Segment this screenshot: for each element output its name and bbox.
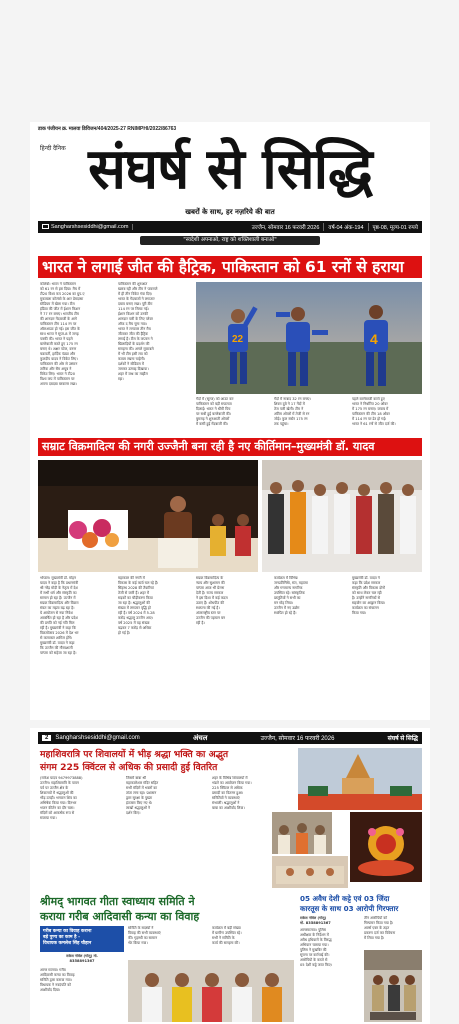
temple-photo [298, 748, 422, 810]
headline-gita-line-1: श्रीमद् भागवत गीता स्वाध्याय समिति ने [40, 895, 195, 908]
page-two [30, 728, 430, 1024]
cricket-col-3: गेंदों में (सूरज) को आउट कर पाकिस्तान को बड़ी सफलता दिलाई। भारत ने धीमी पिच पर सधी हुई बल्लेबाजी की। बुमराह ने शुरुआती ओवरों में कसी हुई गेंदबाजी की। [196, 397, 234, 426]
page2-email[interactable]: Sangharshsesiddhi@gmail.com [55, 735, 140, 741]
arrest-byline: राकेश नोवेल (गोलू) मो. 8358891367 [300, 916, 331, 925]
ujjain-col-1: भोपाल। मुख्यमंत्री डॉ. मोहन यादव ने कहा है कि प्रधानमंत्री श्री नरेंद्र मोदी के नेतृत्व में देश में सभी धर्म और संस्कृति का सम्मान हो रहा है। उज्जैन में सम्राट विक्रमादित्य और विक्रम संवत का महत्व बढ़ रहा है। ये आयोजन से नया निवेश आकर्षित हो रहा है और प्रदेश की प्रगति को नई गति मिल रही है। मुख्यमंत्री ने कहा कि विक्रमोत्सव 2026 में देश भर से कलाकार शामिल होंगे। मुख्यमंत्री डॉ. यादव ने कहा कि उज्जैन की गौरवशाली परंपरा को सहेजा जा रहा है। [40, 576, 79, 655]
place-date: उज्जैन, सोमवार 16 फरवरी 2026 [248, 223, 325, 231]
arrest-col-1: आगरमालवा। पुलिस अधीक्षक के निर्देशन में अवैध हथियारों के विरुद्ध अभियान चलाया गया। पुलिस ने मुखबिर की सूचना पर कार्रवाई की। आरोपियों के कब्जे से 05 देशी कट्टे जब्त किए। [300, 928, 332, 967]
devotees-photo-art [272, 856, 348, 888]
shivling-photo-art [350, 812, 422, 882]
headline-arrest[interactable] [300, 894, 424, 914]
headline-gita-line-2: कराया गरीब आदिवासी कन्या का विवाह [40, 910, 200, 923]
shivling-photo [350, 812, 422, 882]
headline-cricket[interactable]: भारत ने लगाई जीत की हैट्रिक, पाकिस्तान को 61 रनों से हराया [38, 256, 422, 278]
headline-shivratri-line-2: संगम 225 क्विंटल से अधिक की प्रसादी हुई वितरित [40, 762, 218, 773]
shivratri-col-3: शहर के विभिन्न शिवालयों में भंडारे का आयोजन किया गया। 225 क्विंटल से अधिक प्रसादी का वितरण हुआ। समितियों ने व्यवस्थाएं संभालीं। श्रद्धालुओं ने बाबा का आशीर्वाद लिया। [212, 776, 252, 810]
mail-icon [42, 224, 49, 229]
email-block[interactable] [38, 224, 133, 230]
registration-line: डाक पंजीयन क्र. मालवा डिविजन/404/2025-27 RNIMPHI/2022/86763 [38, 126, 177, 132]
headline-arrest-line-1: 05 अवैध देशी कट्टे एवं 03 जिंदा [300, 894, 390, 903]
gita-quote-line-2: बड़े पुण्य का काम है - [43, 935, 81, 940]
crowd-photo [272, 812, 332, 854]
cricket-col-5: पहले बल्लेबाजी करते हुए भारत ने निर्धारित 20 ओवर में 175 रन बनाए। जवाब में पाकिस्तान की टीम 18 ओवर में 114 रन पर ढेर हो गई। भारत ने 61 रनों से जीत दर्ज की। [352, 397, 396, 426]
info-bar [38, 221, 422, 233]
ujjain-col-4: कार्यक्रम में विभिन्न जनप्रतिनिधि, संत, महात्मा और गणमान्य नागरिक उपस्थित रहे। सांस्कृतिक प्रस्तुतियों ने सभी का मन मोह लिया। उज्जैन में नए उद्योग स्थापित हो रहे हैं। [274, 576, 308, 615]
devotees-photo [272, 856, 348, 888]
gita-quote-line-3: विधायक कमलेश सिंह चौहान [43, 941, 92, 946]
page-number: 2 [42, 735, 51, 741]
shivratri-col-1: (राकेश यादव 9479973888) उज्जैन। महाशिवरात्रि के पावन पर्व पर उज्जैन क्षेत्र के शिवालयों में श्रद्धालुओं की भीड़ उमड़ी। भगवान शिव का अभिषेक किया गया। दिनभर भजन कीर्तन का दौर चला। मंदिरों को आकर्षक रूप से सजाया गया। [40, 776, 83, 820]
arrest-col-2: तीन आरोपियों को गिरफ्तार किया गया है। आर्म्स एक्ट के तहत प्रकरण दर्ज कर विवेचना में लिया गया है। [364, 916, 396, 940]
masthead-tagline: खबरों के साथ, हर नज़रिये की बात [185, 208, 275, 216]
headline-ujjain[interactable]: सम्राट विक्रमादित्य की नगरी उज्जैनी बना रही है नए कीर्तिमान–मुख्यमंत्री डॉ. यादव [38, 438, 422, 456]
gita-col-3: कार्यक्रम में बड़ी संख्या में ग्रामीण उपस्थित रहे। सभी ने समिति के कार्य की सराहना की। [212, 926, 242, 945]
svg-text:4: 4 [370, 331, 378, 347]
arrest-photo [364, 950, 422, 1022]
temple-photo-art [298, 748, 422, 810]
gita-col-2: समिति के सदस्यों ने विवाह की सभी व्यवस्थाएं कीं। गृहस्थी का सामान भेंट किया गया। [128, 926, 161, 945]
headline-shivratri[interactable] [40, 748, 290, 774]
wedding-photo [128, 960, 294, 1022]
cm-event-art-1 [38, 460, 258, 572]
slogan-banner: "स्वदेशी अपनाओ, राष्ट्र को शक्तिशाली बनाओ" [140, 236, 320, 245]
gita-col-1: आगर मालवा। गरीब आदिवासी कन्या का विवाह समिति द्वारा कराया गया। विधायक ने नवदंपति को आशीर्वाद दिया। [40, 968, 75, 992]
headline-arrest-line-2: कारतूस के साथ 03 आरोपी गिरफ्तार [300, 904, 399, 913]
cricket-photo [196, 282, 422, 394]
cm-event-photo-2 [262, 460, 422, 572]
year-issue: वर्ष-04 अंक-194 [324, 223, 368, 231]
front-page [30, 122, 430, 720]
ujjain-col-3: सम्राट विक्रमादित्य के न्याय और सुशासन की परंपरा आज भी प्रेरणा देती है। राज्य सरकार ने इस दिशा में कई कदम उठाए हैं। शोधपीठ की स्थापना की गई है। अंतरराष्ट्रीय स्तर पर उज्जैन की पहचान बन रही है। [196, 576, 228, 625]
page2-paper-name: संघर्ष से सिद्धि [387, 736, 418, 742]
headline-gita-samiti[interactable] [40, 894, 295, 924]
pages-price: पृष्ठ-08, मूल्य-01 रुपये [372, 225, 418, 231]
gita-quote-box [40, 926, 124, 952]
section-name: अंचल [192, 734, 208, 742]
svg-text:22: 22 [232, 334, 244, 345]
arrest-photo-art [364, 950, 422, 1022]
wedding-photo-art [128, 960, 294, 1022]
gita-byline: राकेश नोवेल (गोलू) मो. 8358891367 [66, 954, 98, 963]
cm-event-art-2 [262, 460, 422, 572]
crowd-photo-art [272, 812, 332, 854]
page2-date: उज्जैन, सोमवार 16 फरवरी 2026 [260, 736, 335, 742]
page2-header-bar [38, 732, 422, 744]
ujjain-col-2: महाकाल की नगरी में विकास के कई कार्य चल रहे हैं। सिंहस्थ 2028 की तैयारियां तेजी से जारी हैं। शहर में सड़कों का चौड़ीकरण किया जा रहा है। श्रद्धालुओं की संख्या में लगातार वृद्धि हो रही है। वर्ष 2024 में 5.28 करोड़ श्रद्धालु उज्जैन आए। वर्ष 2025 में यह संख्या बढ़कर 7 करोड़ से अधिक हो गई है। [118, 576, 159, 635]
masthead-title: संघर्ष से सिद्धि [88, 137, 372, 202]
cricket-col-4: गेंदों में नाबाद 32 रन बनाए। शिवम दुबे ने 17 गेंदों में तेज पारी खेली। टीम ने अंतिम ओवरों में तेजी से रन जोड़े। कुल स्कोर 175 रन तक पहुंचा। [274, 397, 311, 426]
gita-quote-line-1: गरीब कन्या का विवाह कराना [43, 929, 92, 934]
cricket-photo-art [196, 282, 422, 394]
email-text: Sangharshsesiddhi@gmail.com [51, 224, 129, 230]
cricket-col-2: पाकिस्तान की शुरुआत खराब रही और टीम ने पावरप्ले में ही तीन विकेट गंवा दिए। भारत के गेंदबाजों ने लगातार दबाव बनाए रखा। पूरी टीम 114 रन पर सिमट गई। ईशान किशन को उनकी शानदार पारी के लिए प्लेयर ऑफ द मैच चुना गया। भारत ने लगातार तीन मैच जीतकर जीत की हैट्रिक लगाई है। टीम के कप्तान ने खिलाड़ियों के प्रदर्शन की सराहना की। अगले मुकाबले में भी टीम इसी लय को कायम रखना चाहेगी। दर्शकों ने स्टेडियम में जमकर उत्साह दिखाया। शहर में जश्न का माहौल रहा। [118, 282, 158, 381]
headline-shivratri-line-1: महाशिवरात्रि पर शिवालयों में भीड़ श्रद्धा भक्ति का अद्भुत [40, 749, 229, 760]
shivratri-col-2: जिसमें बाबा श्री महाकालेश्वर मंदिर सहित सभी मंदिरों में भक्तों का तांता लगा रहा। प्रशासन द्वारा सुरक्षा के पुख्ता इंतजाम किए गए थे। लाखों श्रद्धालुओं ने दर्शन किए। [126, 776, 159, 815]
daily-label: हिन्दी दैनिक [40, 146, 66, 152]
cm-event-photo-1 [38, 460, 258, 572]
cricket-col-1: कोलंबो। भारत ने पाकिस्तान को 61 रन से हरा दिया। मैच में टी20 विश्व कप 2026 का ग्रुप-ए मुकाबला कोलंबो के आर प्रेमदासा स्टेडियम में खेला गया। टीम इंडिया की जीत में ईशान किशन ने 77 रन बनाए। भारतीय टीम की शानदार गेंदबाजी के आगे पाकिस्तान टीम 114 रन पर ऑलआउट हो गई। इस जीत के साथ भारत ने सुपर-8 में जगह पक्की की। भारत ने पहले बल्लेबाजी करते हुए 175 रन बनाए थे। अक्षर पटेल, वरुण चक्रवर्ती, हार्दिक पंड्या और कुलदीप यादव ने विकेट लिए। पाकिस्तान की ओर से उस्मान तारिक और सैम अयूब ने विकेट लिए। भारत ने टी20 विश्व कप में पाकिस्तान पर अपना दबदबा बरकरार रखा। [40, 282, 85, 386]
ujjain-col-5: मुख्यमंत्री डॉ. यादव ने कहा कि प्रदेश सरकार संस्कृति और विकास दोनों को साथ लेकर चल रही है। उन्होंने नागरिकों से सहयोग का आह्वान किया। कार्यक्रम का संचालन किया गया। [352, 576, 386, 615]
